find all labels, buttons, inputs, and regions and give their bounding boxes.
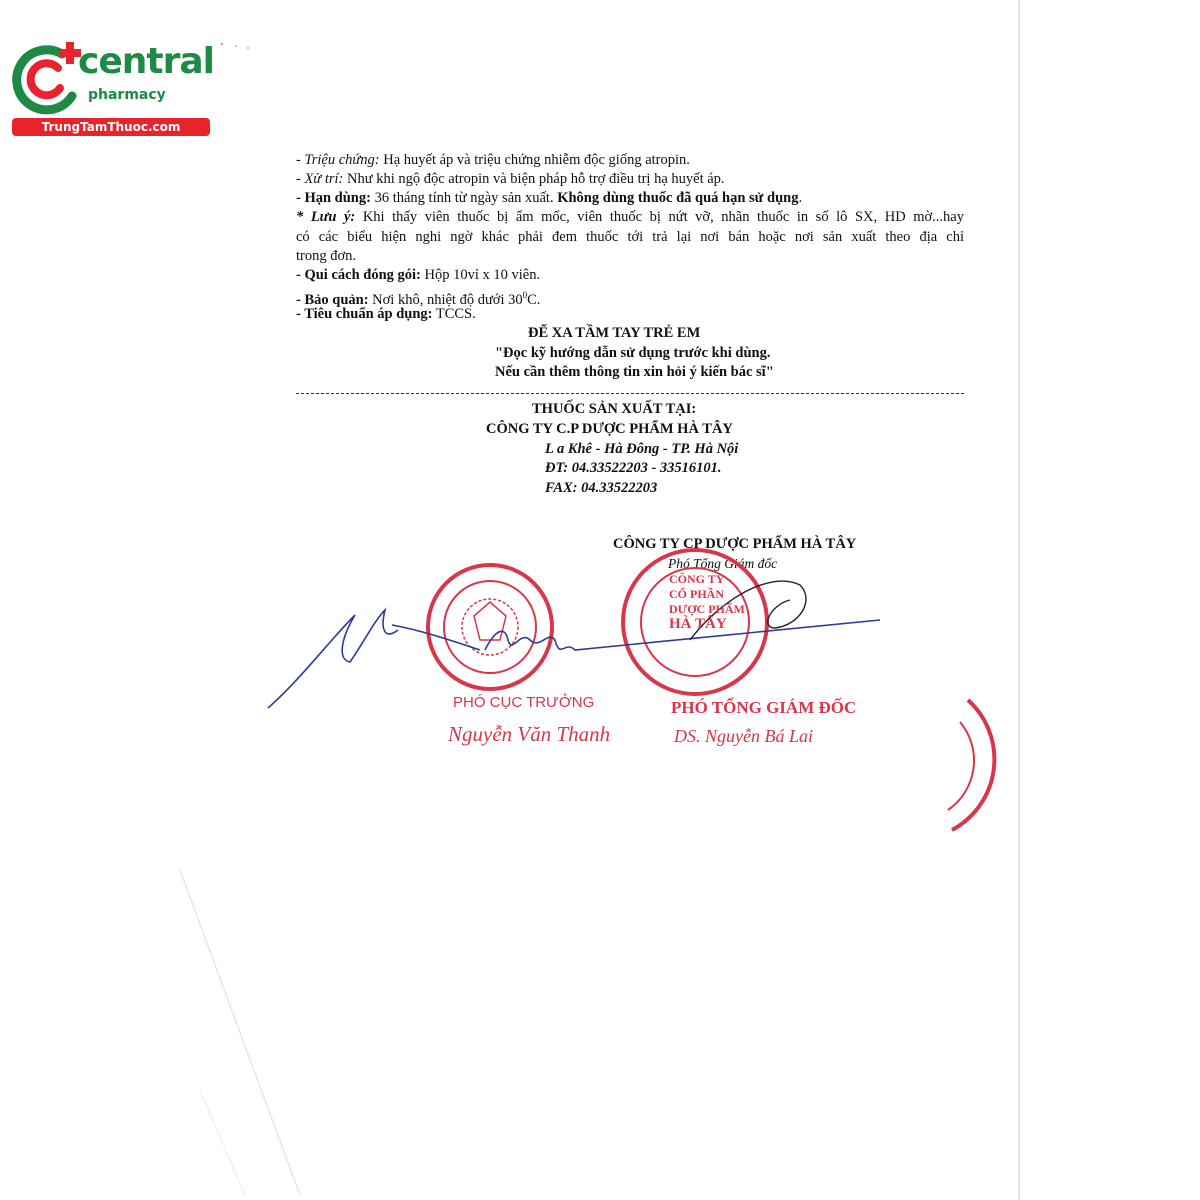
company-seal-text: CÔNG TY CỔ PHẦN DƯỢC PHẨM HÀ TÂY xyxy=(669,572,745,632)
treatment-text: Như khi ngộ độc atropin và biện pháp hỗ trợ điều trị hạ huyết áp. xyxy=(343,171,725,187)
ask-doctor: Nếu cần thêm thông tin xin hỏi ý kiến bác sĩ" xyxy=(495,364,774,380)
standard-label: - Tiêu chuẩn áp dụng: xyxy=(296,306,433,322)
made-at-heading: THUỐC SẢN XUẤT TẠI: xyxy=(532,401,697,417)
treatment-label: - Xử trí: xyxy=(296,171,344,187)
brand-subtitle: pharmacy xyxy=(88,87,166,103)
packaging-label: - Qui cách đóng gói: xyxy=(296,267,421,283)
signatory-title: Phó Tổng Giám đốc xyxy=(668,556,778,571)
brand-website: TrungTamThuoc.com xyxy=(12,118,210,136)
storage-label: - Bảo quản: xyxy=(296,291,369,308)
agency-official-name: Nguyễn Văn Thanh xyxy=(448,722,611,746)
manufacturer-phone: ĐT: 04.33522203 - 33516101. xyxy=(545,460,722,476)
manufacturer-address: L a Khê - Hà Đông - TP. Hà Nội xyxy=(545,441,739,457)
keep-away-warning: ĐỂ XA TẦM TAY TRẺ EM xyxy=(528,325,701,341)
expiry-warning: Không dùng thuốc đã quá hạn sử dụng xyxy=(557,190,799,206)
company-official-title: PHÓ TỔNG GIÁM ĐỐC xyxy=(671,698,857,717)
brand-name: central xyxy=(78,41,214,82)
manufacturer-name: CÔNG TY C.P DƯỢC PHẨM HÀ TÂY xyxy=(486,421,733,437)
read-instructions: "Đọc kỹ hướng dẫn sử dụng trước khi dùng. xyxy=(495,345,771,361)
note-text-1: Khi thấy viên thuốc bị ẩm mốc, viên thuốc bị nứt vỡ, nhãn thuốc in số lô SX, HD mờ...hay xyxy=(355,209,964,225)
signatory-company: CÔNG TY CP DƯỢC PHẨM HÀ TÂY xyxy=(613,536,857,552)
note-line-2: có các biểu hiện nghi ngờ khác phải đem thuốc tới trả lại nơi bán hoặc nơi sản xuất theo địa chỉ xyxy=(296,229,964,245)
expiry-text: 36 tháng tính từ ngày sản xuất. xyxy=(370,190,558,206)
agency-official-title: PHÓ CỤC TRƯỞNG xyxy=(453,694,595,711)
manufacturer-fax: FAX: 04.33522203 xyxy=(545,480,658,496)
storage-degree: 0 xyxy=(522,290,528,300)
expiry-label: - Hạn dùng: xyxy=(296,190,371,206)
storage-text: Nơi khô, nhiệt độ dưới 30 xyxy=(368,291,523,308)
symptoms-label: - Triệu chứng: xyxy=(296,152,380,168)
expiry-end: . xyxy=(798,190,803,206)
symptoms-text: Hạ huyết áp và triệu chứng nhiễm độc giống atropin. xyxy=(379,152,690,168)
company-official-name: DS. Nguyễn Bá Lai xyxy=(674,726,813,746)
note-label: * Lưu ý: xyxy=(296,209,356,225)
standard-text: TCCS. xyxy=(432,306,476,322)
packaging-text: Hộp 10vỉ x 10 viên. xyxy=(420,267,541,283)
partial-seal-icon xyxy=(948,700,994,830)
note-line-3: trong đơn. xyxy=(296,248,357,264)
storage-end: C. xyxy=(527,291,541,308)
ministry-seal-icon xyxy=(428,565,552,689)
